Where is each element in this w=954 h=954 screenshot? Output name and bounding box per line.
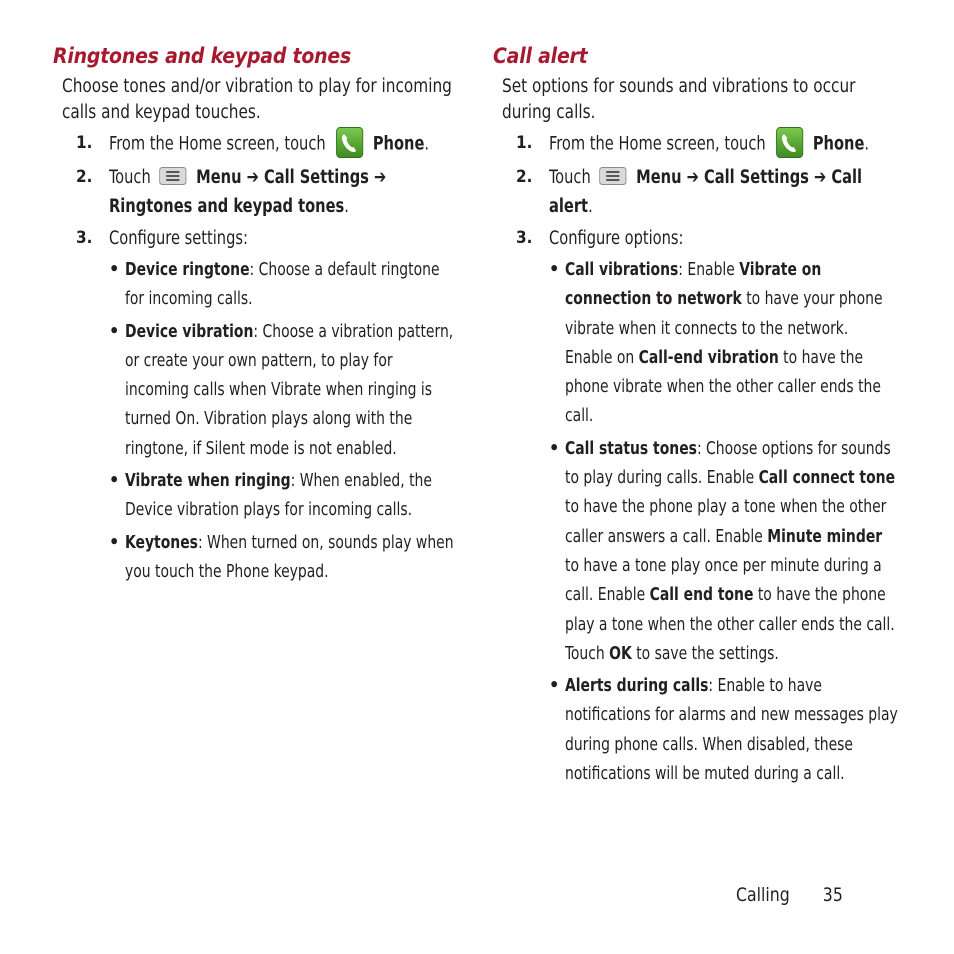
- step-bold-text: Phone: [372, 133, 425, 155]
- section-heading-call-alert: Call alert: [493, 44, 588, 68]
- step-text: Touch: [549, 167, 591, 188]
- step-text: Configure options:: [549, 228, 684, 249]
- right-column: [493, 38, 898, 788]
- section-heading-ringtones: Ringtones and keypad tones: [53, 44, 352, 68]
- step-1: 1. From the Home screen, touch Phone.: [53, 129, 453, 160]
- phone-app-icon: [336, 127, 363, 158]
- bullet-item: • Keytones: When turned on, sounds play when you touch the Phone keypad.: [109, 531, 454, 582]
- footer-section-name: Calling: [736, 884, 790, 906]
- settings-bullets: [53, 255, 453, 586]
- step-bold-text: Phone: [812, 133, 865, 155]
- step-2: 2. Touch Menu ➔ Call Settings ➔ Ringtones and keypad tones.: [53, 163, 453, 221]
- menu-key-icon: [159, 167, 186, 185]
- bullet-item: • Call vibrations: Enable Vibrate on connection to network to have your phone vibrate when it connects to the network. Enable on Call-end vibration to have the phone vibrate when the other caller ends the call.: [549, 259, 883, 427]
- menu-key-icon: [599, 167, 626, 185]
- step-number: 2.: [516, 167, 533, 187]
- step-number: 3.: [516, 228, 533, 248]
- step-text: Touch: [109, 167, 151, 188]
- page-number: 35: [822, 884, 843, 906]
- bullet-item: • Device vibration: Choose a vibration pattern, or create your own pattern, to play for incoming calls when Vibrate when ringing is turned On. Vibration plays along with the ringtone, if Silent mode is not enabled.: [109, 320, 454, 459]
- step-text: From the Home screen, touch: [549, 133, 766, 155]
- step-3: [493, 224, 893, 253]
- options-bullets: [493, 255, 898, 788]
- left-column: [53, 38, 453, 586]
- step-text: Configure settings:: [109, 228, 248, 249]
- step-number: 2.: [76, 167, 93, 187]
- page-footer: [736, 884, 843, 906]
- step-number: 1.: [516, 133, 533, 153]
- step-bold-text: Menu ➔ Call Settings ➔ Call alert: [549, 167, 863, 217]
- step-text: From the Home screen, touch: [109, 133, 326, 155]
- step-number: 1.: [76, 133, 93, 153]
- bullet-item: • Device ringtone: Choose a default ringtone for incoming calls.: [109, 259, 440, 310]
- section-intro: Set options for sounds and vibrations to occur during calls.: [502, 76, 856, 123]
- step-1: 1. From the Home screen, touch Phone.: [493, 129, 893, 160]
- bullet-item: • Alerts during calls: Enable to have notifications for alarms and new messages play during phone calls. When disabled, these notifications will be muted during a call.: [549, 675, 898, 785]
- step-bold-text: Menu ➔ Call Settings ➔ Ringtones and keypad tones: [109, 167, 387, 217]
- step-2: 2. Touch Menu ➔ Call Settings ➔ Call alert.: [493, 163, 893, 221]
- steps-list: [53, 129, 453, 253]
- step-3: [53, 224, 453, 253]
- step-number: 3.: [76, 228, 93, 248]
- bullet-item: • Vibrate when ringing: When enabled, the Device vibration plays for incoming calls.: [109, 470, 432, 521]
- bullet-item: • Call status tones: Choose options for sounds to play during calls. Enable Call connect tone to have the phone play a tone when the other caller answers a call. Enable Minute minder to have a tone play once per minute during a call. Enable Call end tone to have the phone play a tone when the other caller ends the call. Touch OK to save the settings.: [549, 437, 896, 664]
- section-intro: Choose tones and/or vibration to play for incoming calls and keypad touches.: [62, 76, 452, 123]
- steps-list: [493, 129, 893, 253]
- phone-app-icon: [776, 127, 803, 158]
